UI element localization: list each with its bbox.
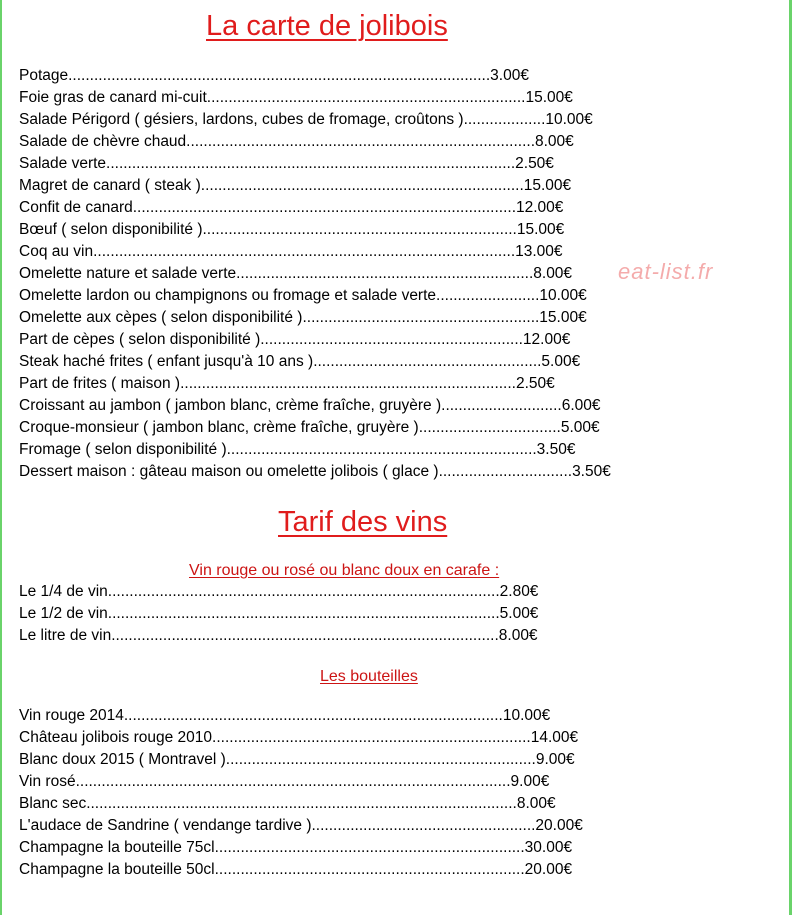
carafe-heading: Vin rouge ou rosé ou blanc doux en carafe : [189,562,500,579]
carafe-item: Le litre de vin..........................................................................................8.00€ [19,627,538,644]
menu-item: Salade verte...............................................................................................2.50€ [19,155,554,172]
menu-item: Bœuf ( selon disponibilité ).........................................................................15.00€ [19,221,565,238]
bottle-item: Vin rouge 2014........................................................................................10.00€ [19,707,551,724]
carafe-item: Le 1/4 de vin...........................................................................................2.80€ [19,583,539,600]
menu-item: Part de cèpes ( selon disponibilité ).............................................................12.00€ [19,331,571,348]
menu-title: La carte de jolibois [206,10,448,42]
menu-item: Omelette nature et salade verte.....................................................................8.00€ [19,265,573,282]
menu-item: Potage..................................................................................................3.00€ [19,67,529,84]
menu-item: Dessert maison : gâteau maison ou omelette jolibois ( glace )...............................3.50€ [19,463,611,480]
menu-item: Croque-monsieur ( jambon blanc, crème fraîche, gruyère ).................................5.00€ [19,419,600,436]
page-border-left [0,0,2,915]
bottle-item: Blanc doux 2015 ( Montravel )........................................................................9.00€ [19,751,575,768]
menu-item: Foie gras de canard mi-cuit..........................................................................15.00€ [19,89,573,106]
watermark: eat-list.fr [618,259,714,284]
menu-item: Croissant au jambon ( jambon blanc, crème fraîche, gruyère )............................6.00€ [19,397,601,414]
menu-item: Salade Périgord ( gésiers, lardons, cubes de fromage, croûtons )...................10.00€ [19,111,593,128]
bottle-item: Château jolibois rouge 2010..........................................................................14.00€ [19,729,579,746]
bottle-item: Vin rosé.....................................................................................................9.00€ [19,773,550,790]
menu-item: Salade de chèvre chaud.................................................................................8.00€ [19,133,574,150]
menu-item: Omelette aux cèpes ( selon disponibilité ).......................................................15.00€ [19,309,587,326]
bottle-item: L'audace de Sandrine ( vendange tardive )....................................................20.00€ [19,817,583,834]
menu-item: Magret de canard ( steak )...........................................................................15.00€ [19,177,572,194]
menu-item: Confit de canard.........................................................................................12.00€ [19,199,564,216]
menu-item: Omelette lardon ou champignons ou fromage et salade verte........................10.00€ [19,287,587,304]
menu-item: Part de frites ( maison )..............................................................................2.50€ [19,375,555,392]
carafe-item: Le 1/2 de vin...........................................................................................5.00€ [19,605,539,622]
bottle-item: Champagne la bouteille 75cl........................................................................30.00€ [19,839,573,856]
menu-item: Fromage ( selon disponibilité )........................................................................3.50€ [19,441,576,458]
bottle-item: Blanc sec....................................................................................................8.00€ [19,795,556,812]
menu-item: Steak haché frites ( enfant jusqu'à 10 ans ).....................................................5.00€ [19,353,581,370]
bottles-heading: Les bouteilles [320,668,418,685]
menu-item: Coq au vin..................................................................................................13.00€ [19,243,563,260]
bottle-item: Champagne la bouteille 50cl........................................................................20.00€ [19,861,573,878]
wine-title: Tarif des vins [278,506,448,538]
